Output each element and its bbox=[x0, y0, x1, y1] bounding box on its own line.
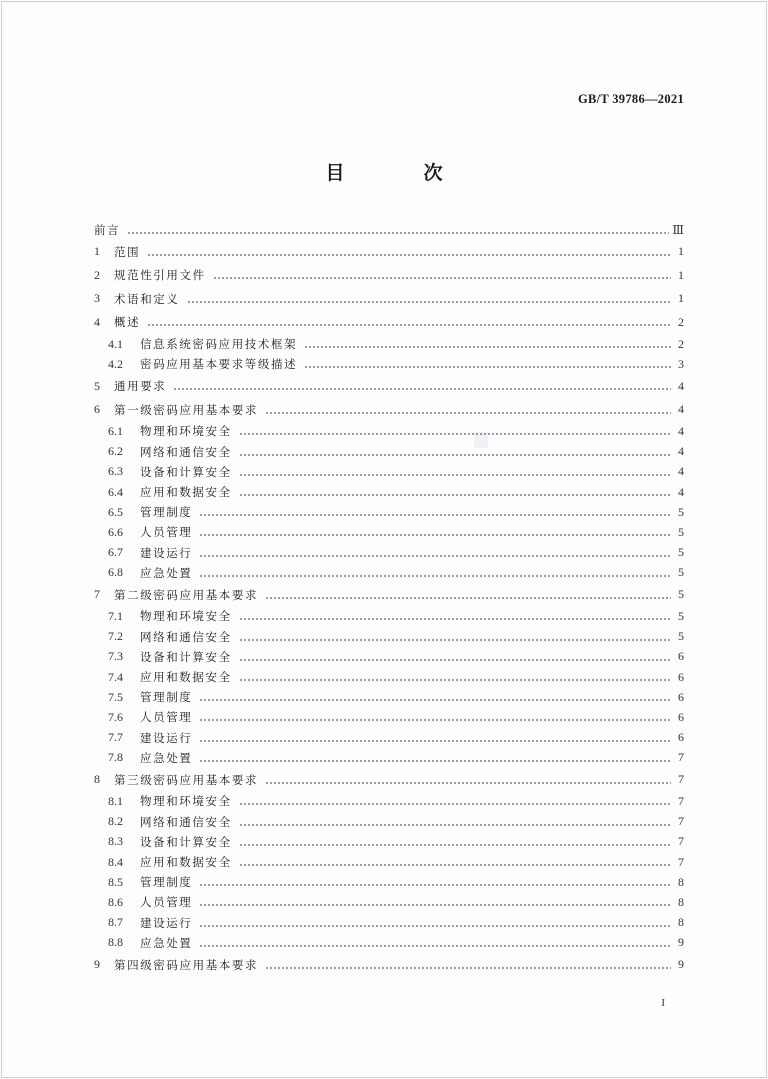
toc-subentry[interactable] bbox=[94, 543, 684, 563]
toc-entry-number: 8.3 bbox=[108, 834, 123, 849]
toc-dot-leader bbox=[239, 795, 671, 807]
toc-entry[interactable] bbox=[94, 398, 684, 422]
toc-entry-page: 8 bbox=[678, 874, 684, 889]
toc-dot-leader bbox=[213, 269, 671, 281]
toc-subentry[interactable] bbox=[94, 791, 684, 811]
toc-dot-leader bbox=[239, 856, 671, 868]
toc-entry-page: 6 bbox=[678, 649, 684, 664]
toc-entry-page: 2 bbox=[678, 314, 684, 329]
toc-entry-label: 物理和环境安全 bbox=[140, 794, 232, 809]
toc-subentry[interactable] bbox=[94, 812, 684, 832]
toc-entry-page: 5 bbox=[678, 629, 684, 644]
toc-dot-leader bbox=[199, 917, 671, 929]
toc-entry-label: 前言 bbox=[94, 223, 121, 237]
toc-entry-label: 第一级密码应用基本要求 bbox=[114, 402, 259, 417]
toc-entry-label: 物理和环境安全 bbox=[140, 609, 232, 624]
toc-subentry[interactable] bbox=[94, 354, 684, 374]
toc-entry-label: 管理制度 bbox=[140, 875, 193, 890]
toc-entry-page: Ⅲ bbox=[672, 222, 684, 237]
toc-entry[interactable] bbox=[94, 583, 684, 607]
toc-entry[interactable] bbox=[94, 311, 684, 335]
toc-dot-leader bbox=[199, 547, 671, 559]
toc-dot-leader bbox=[265, 589, 671, 601]
toc-entry-label: 设备和计算安全 bbox=[140, 649, 232, 664]
toc-subentry[interactable] bbox=[94, 647, 684, 667]
toc-entry-page: 4 bbox=[678, 464, 684, 479]
toc-dot-leader bbox=[199, 526, 671, 538]
toc-entry-page: 1 bbox=[678, 267, 684, 282]
toc-entry-page: 6 bbox=[678, 730, 684, 745]
toc-dot-leader bbox=[239, 446, 671, 458]
toc-entry-label: 建设运行 bbox=[140, 730, 193, 745]
toc-entry-label: 物理和环境安全 bbox=[140, 424, 232, 439]
toc-subentry[interactable] bbox=[94, 421, 684, 441]
toc-entry-number: 6.7 bbox=[108, 545, 123, 560]
toc-dot-leader bbox=[173, 380, 671, 392]
toc-entry-number: 7.3 bbox=[108, 649, 123, 664]
toc-subentry[interactable] bbox=[94, 522, 684, 542]
toc-entry-label: 人员管理 bbox=[140, 710, 193, 725]
toc-entry-number: 7.4 bbox=[108, 669, 123, 684]
toc-subentry[interactable] bbox=[94, 687, 684, 707]
toc-dot-leader bbox=[304, 358, 671, 370]
toc-entry-label: 第二级密码应用基本要求 bbox=[114, 587, 259, 602]
toc-entry-label: 第三级密码应用基本要求 bbox=[114, 772, 259, 787]
toc-entry-page: 4 bbox=[678, 402, 684, 417]
toc-subentry[interactable] bbox=[94, 872, 684, 892]
toc-entry-number: 6.6 bbox=[108, 524, 123, 539]
toc-entry-number: 6.5 bbox=[108, 504, 123, 519]
toc-entry-number: 7 bbox=[94, 587, 100, 602]
toc-entry-label: 网络和通信安全 bbox=[140, 444, 232, 459]
toc-dot-leader bbox=[265, 959, 671, 971]
toc-dot-leader bbox=[239, 425, 671, 437]
toc-entry-label: 应用和数据安全 bbox=[140, 855, 232, 870]
toc-entry-label: 管理制度 bbox=[140, 690, 193, 705]
toc-entry-number: 6.1 bbox=[108, 423, 123, 438]
toc-dot-leader bbox=[199, 937, 671, 949]
toc-dot-leader bbox=[199, 506, 671, 518]
toc-subentry[interactable] bbox=[94, 442, 684, 462]
toc-entry-label: 设备和计算安全 bbox=[140, 464, 232, 479]
toc-entry-number: 5 bbox=[94, 378, 100, 393]
toc-entry-page: 4 bbox=[678, 423, 684, 438]
toc-entry-label: 应用和数据安全 bbox=[140, 485, 232, 500]
toc-subentry[interactable] bbox=[94, 667, 684, 687]
toc-entry-number: 6.8 bbox=[108, 565, 123, 580]
toc-entry-number: 6 bbox=[94, 402, 100, 417]
toc-entry[interactable] bbox=[94, 287, 684, 311]
toc-entry-page: 7 bbox=[678, 772, 684, 787]
toc-dot-leader bbox=[199, 896, 671, 908]
toc-subentry[interactable] bbox=[94, 606, 684, 626]
toc-entry-label: 应用和数据安全 bbox=[140, 670, 232, 685]
toc-entry[interactable] bbox=[94, 374, 684, 398]
toc-dot-leader bbox=[239, 816, 671, 828]
toc-entry-label: 信息系统密码应用技术框架 bbox=[140, 337, 298, 352]
toc-entry-number: 8.4 bbox=[108, 854, 123, 869]
toc-dot-leader bbox=[199, 711, 671, 723]
toc-dot-leader bbox=[304, 338, 671, 350]
toc-entry-number: 4 bbox=[94, 314, 100, 329]
toc-entry-page: 5 bbox=[678, 545, 684, 560]
toc-dot-leader bbox=[239, 631, 671, 643]
toc-entry[interactable] bbox=[94, 240, 684, 264]
toc-subentry[interactable] bbox=[94, 832, 684, 852]
toc-subentry[interactable] bbox=[94, 482, 684, 502]
toc-entry-page: 5 bbox=[678, 608, 684, 623]
toc-entry-number: 6.4 bbox=[108, 484, 123, 499]
toc-dot-leader bbox=[127, 224, 669, 236]
toc-entry-page: 5 bbox=[678, 524, 684, 539]
toc-subentry[interactable] bbox=[94, 748, 684, 768]
toc-entry[interactable] bbox=[94, 220, 684, 240]
toc-entry-number: 8.6 bbox=[108, 894, 123, 909]
toc-entry-page: 9 bbox=[678, 935, 684, 950]
toc-entry-label: 第四级密码应用基本要求 bbox=[114, 957, 259, 972]
toc-entry-number: 7.8 bbox=[108, 750, 123, 765]
toc-entry-label: 建设运行 bbox=[140, 915, 193, 930]
toc-entry-page: 5 bbox=[678, 504, 684, 519]
table-of-contents bbox=[94, 220, 684, 976]
toc-entry-page: 3 bbox=[678, 356, 684, 371]
toc-entry-number: 8.7 bbox=[108, 915, 123, 930]
toc-entry-label: 应急处置 bbox=[140, 565, 193, 580]
toc-entry-page: 9 bbox=[678, 957, 684, 972]
toc-entry-label: 范围 bbox=[114, 244, 141, 259]
toc-entry-number: 7.6 bbox=[108, 709, 123, 724]
toc-entry[interactable] bbox=[94, 768, 684, 792]
toc-subentry[interactable] bbox=[94, 334, 684, 354]
toc-entry-number: 4.1 bbox=[108, 336, 123, 351]
toc-entry-number: 2 bbox=[94, 267, 100, 282]
toc-entry-number: 7.7 bbox=[108, 730, 123, 745]
toc-entry-number: 8.1 bbox=[108, 793, 123, 808]
toc-entry-page: 4 bbox=[678, 444, 684, 459]
toc-dot-leader bbox=[239, 836, 671, 848]
toc-subentry[interactable] bbox=[94, 462, 684, 482]
toc-entry-page: 7 bbox=[678, 834, 684, 849]
toc-entry-label: 人员管理 bbox=[140, 525, 193, 540]
toc-entry-page: 5 bbox=[678, 587, 684, 602]
toc-dot-leader bbox=[199, 732, 671, 744]
toc-subentry[interactable] bbox=[94, 913, 684, 933]
toc-dot-leader bbox=[199, 752, 671, 764]
toc-entry-number: 7.2 bbox=[108, 629, 123, 644]
toc-entry-label: 管理制度 bbox=[140, 505, 193, 520]
toc-entry-label: 网络和通信安全 bbox=[140, 629, 232, 644]
toc-entry-page: 1 bbox=[678, 291, 684, 306]
toc-dot-leader bbox=[265, 774, 671, 786]
toc-dot-leader bbox=[239, 486, 671, 498]
toc-entry-number: 8.8 bbox=[108, 935, 123, 950]
toc-entry-page: 7 bbox=[678, 793, 684, 808]
toc-entry-number: 6.3 bbox=[108, 464, 123, 479]
toc-entry-number: 4.2 bbox=[108, 356, 123, 371]
toc-dot-leader bbox=[239, 671, 671, 683]
toc-dot-leader bbox=[199, 876, 671, 888]
toc-dot-leader bbox=[199, 691, 671, 703]
toc-entry-label: 应急处置 bbox=[140, 750, 193, 765]
page-title: 目 次 bbox=[325, 162, 473, 184]
toc-entry-number: 3 bbox=[94, 291, 100, 306]
toc-entry-number: 7.5 bbox=[108, 689, 123, 704]
toc-entry-label: 密码应用基本要求等级描述 bbox=[140, 357, 298, 372]
toc-entry-label: 应急处置 bbox=[140, 935, 193, 950]
toc-subentry[interactable] bbox=[94, 728, 684, 748]
toc-dot-leader bbox=[239, 610, 671, 622]
toc-entry-page: 6 bbox=[678, 709, 684, 724]
toc-dot-leader bbox=[265, 404, 671, 416]
toc-subentry[interactable] bbox=[94, 852, 684, 872]
toc-entry-page: 4 bbox=[678, 378, 684, 393]
toc-entry-page: 5 bbox=[678, 565, 684, 580]
toc-dot-leader bbox=[187, 293, 672, 305]
toc-entry-page: 6 bbox=[678, 689, 684, 704]
standard-code: GB/T 39786—2021 bbox=[577, 92, 684, 106]
toc-entry-page: 1 bbox=[678, 244, 684, 259]
toc-entry-number: 6.2 bbox=[108, 444, 123, 459]
toc-entry-label: 设备和计算安全 bbox=[140, 834, 232, 849]
toc-dot-leader bbox=[239, 651, 671, 663]
toc-entry-label: 概述 bbox=[114, 315, 141, 330]
toc-entry[interactable] bbox=[94, 953, 684, 977]
toc-entry-label: 规范性引用文件 bbox=[114, 268, 206, 283]
toc-subentry[interactable] bbox=[94, 892, 684, 912]
toc-entry-label: 术语和定义 bbox=[114, 291, 180, 306]
toc-entry-page: 8 bbox=[678, 894, 684, 909]
toc-dot-leader bbox=[239, 466, 671, 478]
toc-entry[interactable] bbox=[94, 264, 684, 288]
toc-entry-number: 1 bbox=[94, 244, 100, 259]
toc-subentry[interactable] bbox=[94, 627, 684, 647]
toc-entry-page: 4 bbox=[678, 484, 684, 499]
toc-entry-page: 7 bbox=[678, 750, 684, 765]
toc-dot-leader bbox=[147, 246, 671, 258]
toc-entry-label: 建设运行 bbox=[140, 545, 193, 560]
toc-subentry[interactable] bbox=[94, 502, 684, 522]
toc-entry-label: 通用要求 bbox=[114, 379, 167, 394]
footer-page-number: I bbox=[661, 997, 665, 1009]
toc-entry-number: 8.2 bbox=[108, 814, 123, 829]
toc-entry-page: 2 bbox=[678, 336, 684, 351]
toc-entry-page: 8 bbox=[678, 915, 684, 930]
toc-subentry[interactable] bbox=[94, 933, 684, 953]
toc-entry-page: 6 bbox=[678, 669, 684, 684]
toc-entry-label: 网络和通信安全 bbox=[140, 814, 232, 829]
toc-entry-page: 7 bbox=[678, 814, 684, 829]
toc-dot-leader bbox=[147, 316, 671, 328]
toc-entry-page: 7 bbox=[678, 854, 684, 869]
toc-entry-number: 8 bbox=[94, 772, 100, 787]
toc-entry-label: 人员管理 bbox=[140, 895, 193, 910]
toc-subentry[interactable] bbox=[94, 707, 684, 727]
toc-entry-number: 7.1 bbox=[108, 608, 123, 623]
toc-subentry[interactable] bbox=[94, 563, 684, 583]
toc-dot-leader bbox=[199, 567, 671, 579]
toc-entry-number: 9 bbox=[94, 957, 100, 972]
toc-entry-number: 8.5 bbox=[108, 874, 123, 889]
